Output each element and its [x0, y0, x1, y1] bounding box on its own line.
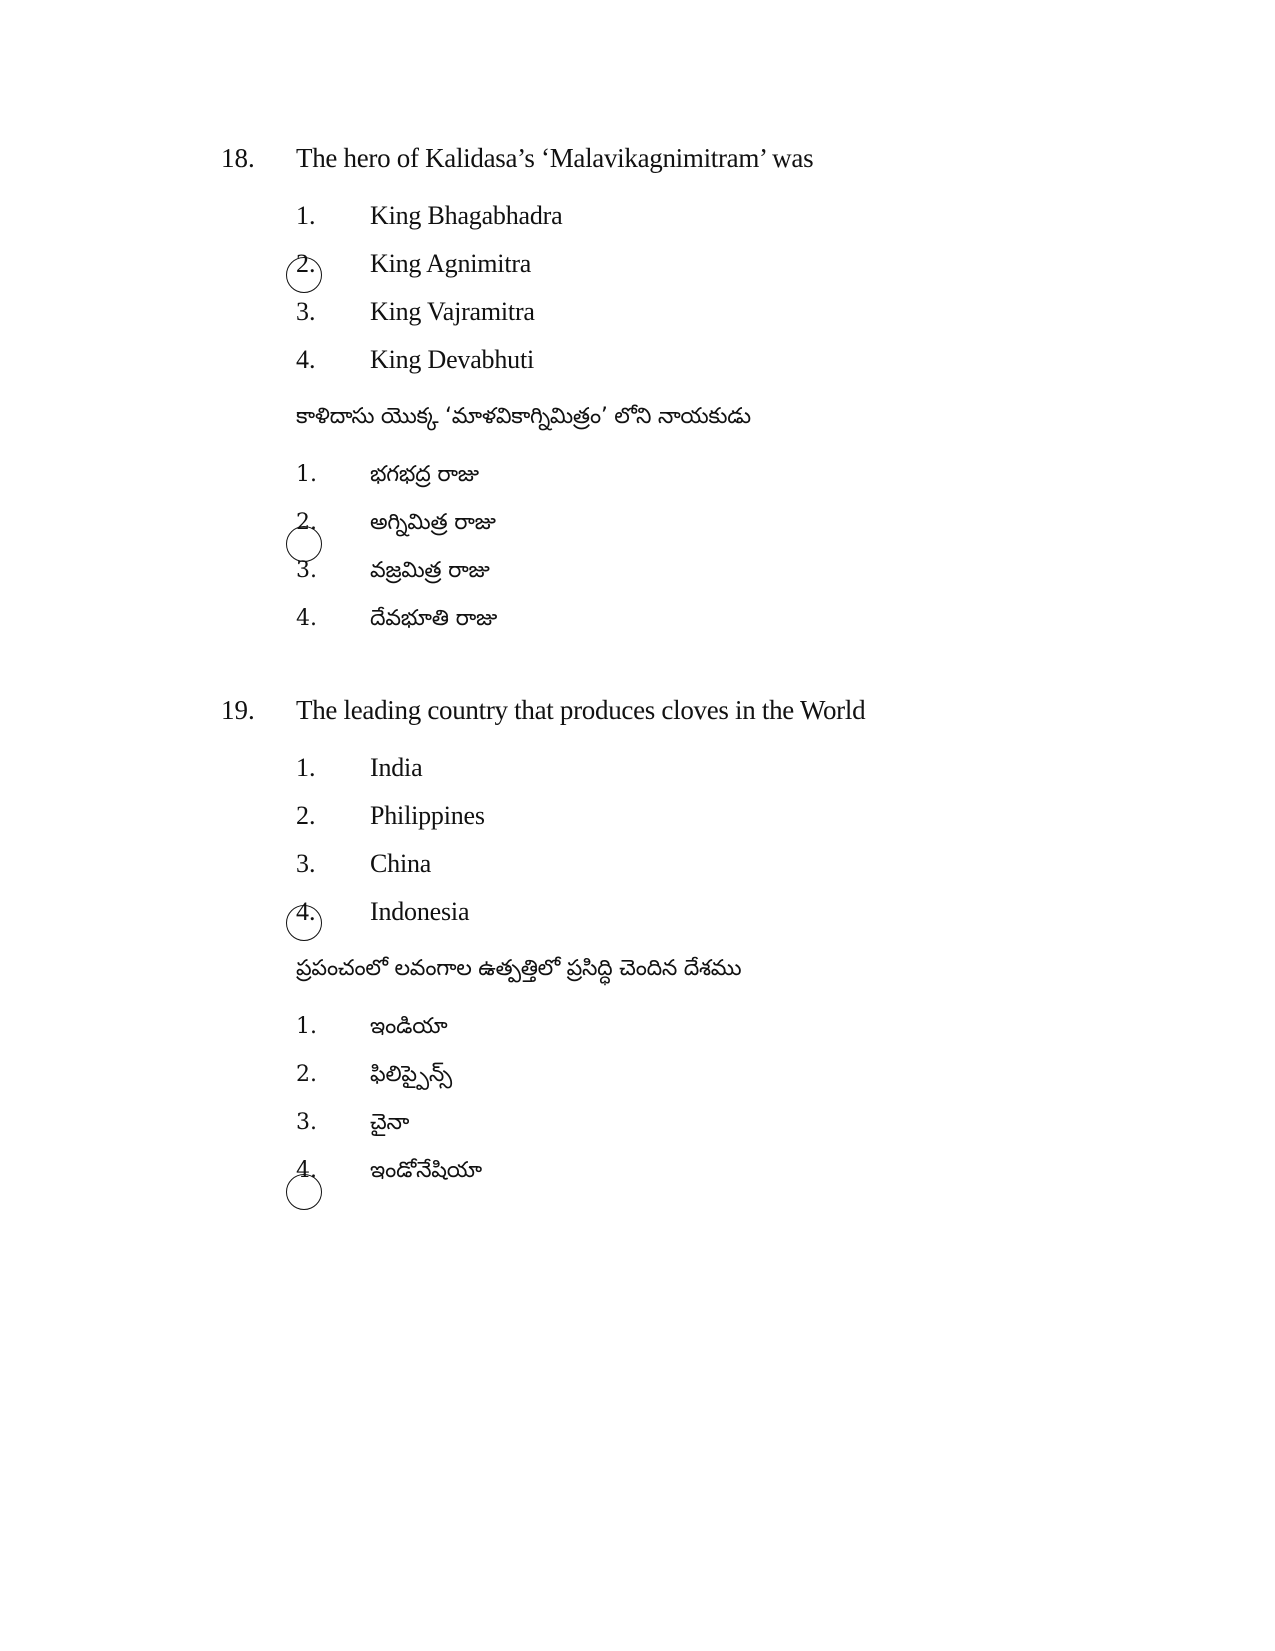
option-number: 3.	[296, 558, 317, 583]
option-number: 4.	[296, 606, 317, 631]
option-text: King Agnimitra	[370, 249, 532, 278]
option-number: 4.	[296, 1158, 317, 1183]
option-number: 1.	[296, 462, 317, 487]
question-number: 19.	[221, 695, 255, 725]
option-text: King Vajramitra	[370, 297, 535, 326]
option-number: 4.	[296, 897, 316, 926]
question-text-telugu: కాళిదాసు యొక్క ‘మాళవికాగ్నిమిత్రం’ లోని నాయకుడు	[296, 404, 751, 429]
option-text: Indonesia	[370, 897, 470, 926]
option-text: King Devabhuti	[370, 345, 535, 374]
option-text: King Bhagabhadra	[370, 201, 563, 230]
option-text: ఇండియా	[370, 1014, 448, 1039]
option-number: 2.	[296, 249, 316, 278]
question-text-english: The hero of Kalidasa’s ‘Malavikagnimitram’ was	[296, 143, 814, 173]
option-text: భగభద్ర రాజు	[370, 462, 479, 487]
option-number: 2.	[296, 1062, 317, 1087]
option-text: China	[370, 849, 432, 878]
option-text: చైనా	[370, 1110, 410, 1135]
option-number: 3.	[296, 849, 316, 878]
option-number: 2.	[296, 801, 316, 830]
option-number: 2.	[296, 510, 317, 535]
option-text: అగ్నిమిత్ర రాజు	[370, 510, 496, 535]
option-text: దేవభూతి రాజు	[370, 606, 498, 631]
question-number: 18.	[221, 143, 255, 173]
option-number: 1.	[296, 201, 316, 230]
option-text: Philippines	[370, 801, 485, 830]
option-text: ఇండోనేషియా	[370, 1158, 482, 1183]
option-text: వజ్రమిత్ర రాజు	[370, 558, 490, 583]
option-number: 1.	[296, 1014, 317, 1039]
question-text-telugu: ప్రపంచంలో లవంగాల ఉత్పత్తిలో ప్రసిద్ధి చెందిన దేశము	[296, 956, 742, 981]
option-number: 1.	[296, 753, 316, 782]
option-number: 3.	[296, 1110, 317, 1135]
option-text: India	[370, 753, 423, 782]
option-text: ఫిలిప్పైన్స్	[370, 1062, 452, 1087]
question-text-english: The leading country that produces cloves in the World	[296, 695, 866, 725]
option-number: 3.	[296, 297, 316, 326]
option-number: 4.	[296, 345, 316, 374]
